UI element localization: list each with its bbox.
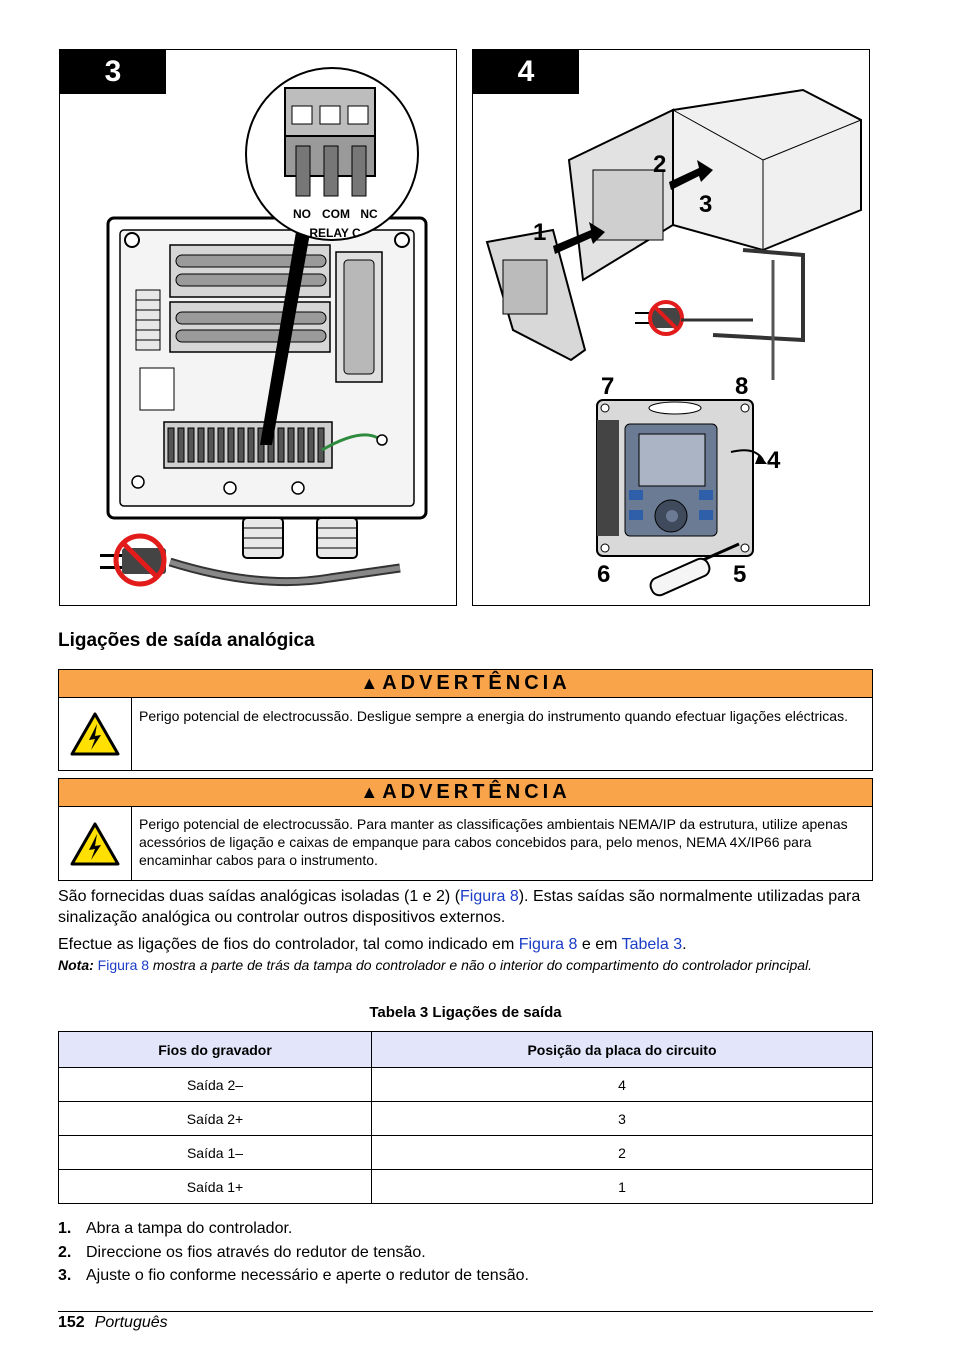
- figure-panel-3: [59, 49, 457, 606]
- paragraph-outputs: São fornecidas duas saídas analógicas isoladas (1 e 2) (Figura 8). Estas saídas são normalmente utilizadas para sinalização analógica ou controlar outros dispositivos externos.: [58, 888, 861, 926]
- page-number: 152: [58, 1314, 85, 1331]
- callout-7: 7: [601, 373, 615, 400]
- relay-wiring-illustration: [60, 50, 457, 606]
- electrical-hazard-icon: [70, 822, 120, 866]
- warning-triangle-icon: ▲: [360, 782, 379, 802]
- list-item: 2. Direccione os fios através do redutor de tensão.: [58, 1243, 426, 1261]
- table-cell: Saída 1+: [59, 1170, 372, 1204]
- warning-text: Perigo potencial de electrocussão. Desligue sempre a energia do instrumento quando efectuar ligações eléctricas.: [139, 708, 848, 724]
- controller-cover-illustration: [473, 50, 870, 606]
- paragraph-wiring: Efectue as ligações de fios do controlador, tal como indicado em Figura 8 e em Tabela 3.: [58, 936, 687, 953]
- no-power-plug-icon: [100, 536, 166, 584]
- table-header-row: [59, 1032, 873, 1068]
- terminal-label-no: NO: [293, 207, 311, 221]
- terminal-label-com: COM: [322, 207, 350, 221]
- warning-title: ADVERTÊNCIA: [382, 672, 571, 694]
- table-cell: 4: [372, 1068, 873, 1102]
- footer-language: Português: [94, 1314, 168, 1331]
- callout-4: 4: [767, 447, 781, 474]
- table-header-cell: Fios do gravador: [59, 1032, 372, 1068]
- terminal-label-nc: NC: [360, 207, 378, 221]
- figure-8-link[interactable]: Figura 8: [460, 888, 519, 905]
- panel-number-3: 3: [60, 50, 166, 94]
- warning-title: ADVERTÊNCIA: [382, 781, 571, 803]
- page-footer: [58, 1311, 873, 1332]
- table-3-link[interactable]: Tabela 3: [621, 936, 683, 953]
- warning-box: [58, 778, 873, 881]
- warning-header: [59, 779, 872, 807]
- list-item: 1. Abra a tampa do controlador.: [58, 1220, 293, 1237]
- callout-5: 5: [733, 561, 747, 588]
- figure-8-link[interactable]: Figura 8: [97, 957, 150, 973]
- table-cell: Saída 2–: [59, 1068, 372, 1102]
- table-row: [59, 1068, 873, 1102]
- figure-panel-4: [472, 49, 870, 606]
- table-row: [59, 1102, 873, 1136]
- warning-triangle-icon: ▲: [360, 673, 379, 693]
- relay-label: RELAY C: [309, 226, 361, 240]
- table-cell: 1: [372, 1170, 873, 1204]
- no-power-plug-icon: [635, 302, 682, 334]
- warning-header: [59, 670, 872, 698]
- list-item: 3. Ajuste o fio conforme necessário e aperte o redutor de tensão.: [58, 1267, 529, 1284]
- callout-8: 8: [735, 373, 749, 400]
- warning-box: [58, 669, 873, 771]
- table-cell: 3: [372, 1102, 873, 1136]
- callout-1: 1: [533, 219, 547, 246]
- table-row: [59, 1136, 873, 1170]
- table-cell: Saída 1–: [59, 1136, 372, 1170]
- note-label: Nota:: [58, 957, 94, 973]
- electrical-hazard-icon: [70, 712, 120, 756]
- output-connections-table: [58, 1031, 873, 1204]
- callout-2: 2: [653, 151, 667, 178]
- table-header-cell: Posição da placa do circuito: [372, 1032, 873, 1068]
- section-title: Ligações de saída analógica: [58, 630, 315, 651]
- figure-8-link[interactable]: Figura 8: [518, 936, 578, 953]
- table-caption: Tabela 3 Ligações de saída: [369, 1004, 562, 1021]
- table-cell: Saída 2+: [59, 1102, 372, 1136]
- callout-6: 6: [597, 561, 611, 588]
- procedure-steps: [58, 1218, 529, 1289]
- panel-number-4: 4: [473, 50, 579, 94]
- note: Nota: Figura 8 mostra a parte de trás da tampa do controlador e não o interior do compartimento do controlador principal.: [58, 957, 813, 973]
- table-row: [59, 1170, 873, 1204]
- table-cell: 2: [372, 1136, 873, 1170]
- warning-text: Perigo potencial de electrocussão. Para manter as classificações ambientais NEMA/IP da estrutura, utilize apenas acessórios de ligação e caixas de empanque para cabos concebidos para, pelo menos, NEMA 4X/IP66 para encaminhar cabos para o instrumento.: [139, 816, 848, 868]
- callout-3: 3: [699, 191, 713, 218]
